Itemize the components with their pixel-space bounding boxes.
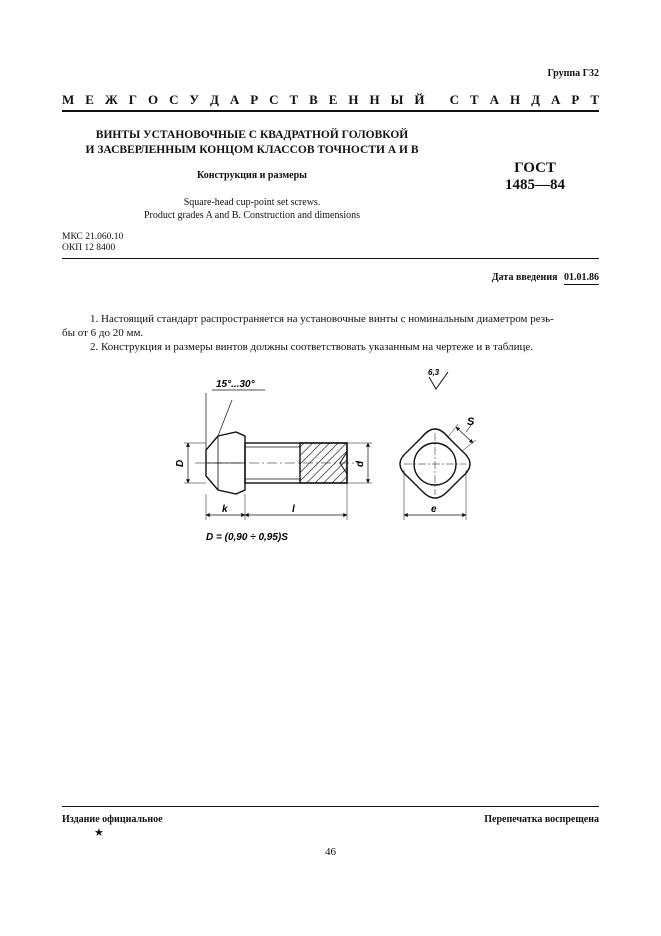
label-k: k <box>222 504 228 515</box>
side-view <box>184 390 372 520</box>
okp-code: ОКП 12 8400 <box>62 243 116 253</box>
header-letter: А <box>551 92 561 107</box>
header-letter: А <box>489 92 500 107</box>
header-letter: Н <box>348 92 359 107</box>
codes-rule <box>62 258 599 259</box>
dimension-S <box>456 427 473 443</box>
mks-code: МКС 21.060.10 <box>62 232 124 242</box>
header-letter: С <box>169 92 179 107</box>
roughness-value: 6,3 <box>428 368 440 377</box>
header-letter: Й <box>414 92 425 107</box>
header-letter: С <box>449 92 460 107</box>
header-letter: Н <box>369 92 380 107</box>
english-title <box>62 196 442 222</box>
english-title-line-1: Square-head cup-point set screws. <box>183 197 321 208</box>
header-letter: Д <box>209 92 219 107</box>
intro-date-label: Дата введения <box>491 272 558 283</box>
header-letter: Т <box>590 92 599 107</box>
header-letter: У <box>189 92 199 107</box>
document-title <box>62 128 442 158</box>
standard-type-header <box>62 92 599 108</box>
label-l: l <box>292 504 295 515</box>
header-letter: О <box>147 92 159 107</box>
classification-codes <box>62 232 123 254</box>
title-line-2: И ЗАСВЕРЛЕННЫМ КОНЦОМ КЛАССОВ ТОЧНОСТИ А И В <box>85 144 419 156</box>
header-letter: Е <box>328 92 338 107</box>
footer-official-edition: Издание официальное <box>62 814 163 825</box>
title-line-1: ВИНТЫ УСТАНОВОЧНЫЕ С КВАДРАТНОЙ ГОЛОВКОЙ <box>95 129 409 141</box>
dimension-S-ext-1 <box>448 424 458 437</box>
header-letter: Н <box>510 92 521 107</box>
gost-designation <box>480 160 590 194</box>
header-letter: Ж <box>104 92 118 107</box>
angle-label: 15°...30° <box>216 379 255 390</box>
label-D: D <box>175 459 186 467</box>
header-letter: Р <box>571 92 580 107</box>
header-letter: Р <box>250 92 259 107</box>
header-letter: С <box>269 92 279 107</box>
header-letter: М <box>62 92 75 107</box>
star-icon: ★ <box>94 827 104 839</box>
screw-drawing <box>0 360 661 560</box>
gost-label: ГОСТ <box>514 160 556 176</box>
header-letter: А <box>229 92 240 107</box>
document-subtitle: Конструкция и размеры <box>197 170 307 181</box>
header-letter: Г <box>128 92 137 107</box>
header-rule <box>62 110 599 112</box>
end-view <box>400 372 476 520</box>
dimension-formula: D = (0,90 ÷ 0,95)S <box>206 532 288 543</box>
footer-rule <box>62 806 599 807</box>
header-letter: Т <box>470 92 479 107</box>
label-S: S <box>467 416 475 428</box>
header-letter: Д <box>531 92 541 107</box>
header-letter: Ы <box>390 92 404 107</box>
gost-number: 1485—84 <box>505 177 565 193</box>
intro-date <box>492 272 599 283</box>
header-letter: Т <box>289 92 299 107</box>
paragraph-2: 2. Конструкция и размеры винтов должны соответствовать указанным на чертеже и в таблице. <box>90 341 533 353</box>
page-number: 46 <box>325 846 336 858</box>
angle-leader <box>218 400 232 436</box>
group-label: Группа Г32 <box>547 68 599 79</box>
paragraph-1-line-1: 1. Настоящий стандарт распространяется на установочные винты с номинальным диаметром резь- <box>90 313 554 325</box>
dimension-S-ext-2 <box>462 440 476 451</box>
label-d: d <box>355 460 366 467</box>
paragraph-1-line-2: бы от 6 до 20 мм. <box>62 327 144 339</box>
intro-date-value: 01.01.86 <box>564 272 599 283</box>
label-e: e <box>431 504 437 515</box>
header-letter: Е <box>85 92 94 107</box>
header-letter <box>435 92 438 108</box>
english-title-line-2: Product grades A and B. Construction and dimensions <box>143 210 361 221</box>
footer-reprint-prohibited: Перепечатка воспрещена <box>484 814 599 825</box>
header-letter: В <box>309 92 318 107</box>
